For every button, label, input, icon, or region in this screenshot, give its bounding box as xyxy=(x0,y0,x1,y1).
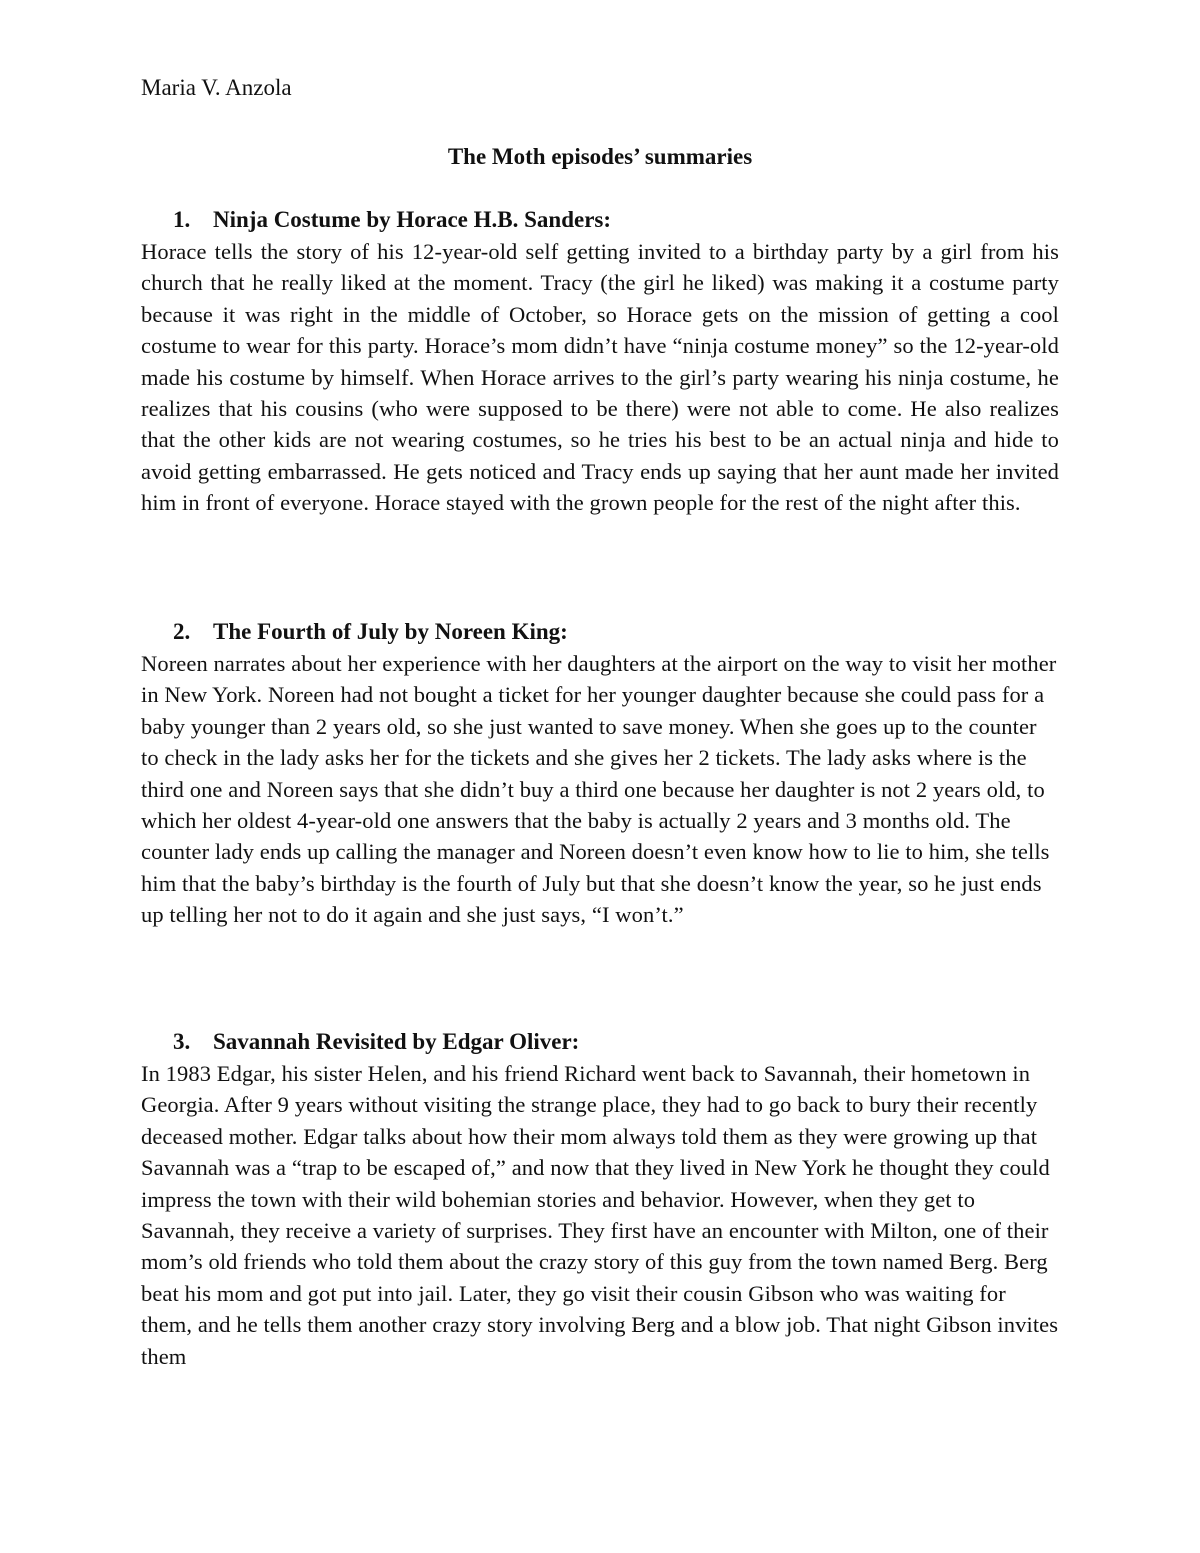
section-body: In 1983 Edgar, his sister Helen, and his friend Richard went back to Savannah, their hometown in Georgia. After 9 years without visiting the strange place, they had to go back to bury their recently deceased mother. Edgar talks about how their mom always told them as they were growing up that Savannah was a “trap to be escaped of,” and now that they lived in New York he thought they could impress the town with their wild bohemian stories and behavior. However, when they get to Savannah, they receive a variety of surprises. They first have an encounter with Milton, one of their mom’s old friends who told them about the crazy story of this guy from the town named Berg. Berg beat his mom and got put into jail. Later, they go visit their cousin Gibson who was waiting for them, and he tells them another crazy story involving Berg and a blow job. That night Gibson invites them xyxy=(141,1061,1059,1369)
page-title: The Moth episodes’ summaries xyxy=(447,144,753,169)
section-body: Horace tells the story of his 12-year-old self getting invited to a birthday party by a girl from his church that he really liked at the moment. Tracy (the girl he liked) was making it a costume party because it was right in the middle of October, so Horace gets on the mission of getting a cool costume to wear for this party. Horace’s mom didn’t have “ninja costume money” so the 12-year-old made his costume by himself. When Horace arrives to the girl’s party wearing his ninja costume, he realizes that his cousins (who were supposed to be there) were not able to come. He also realizes that the other kids are not wearing costumes, so he tries his best to be an actual ninja and hide to avoid getting embarrassed. He gets noticed and Tracy ends up saying that her aunt made her invited him in front of everyone. Horace stayed with the grown people for the rest of the night after this. xyxy=(141,239,1059,516)
section-body: Noreen narrates about her experience with her daughters at the airport on the way to visit her mother in New York. Noreen had not bought a ticket for her younger daughter because she could pass for a baby younger than 2 years old, so she just wanted to save money. When she goes up to the counter to check in the lady asks her for the tickets and she gives her 2 tickets. The lady asks where is the third one and Noreen says that she didn’t buy a third one because her daughter is not 2 years old, to which her oldest 4-year-old one answers that the baby is actually 2 years and 3 months old. The counter lady ends up calling the manager and Noreen doesn’t even know how to lie to him, she tells him that the baby’s birthday is the fourth of July but that she doesn’t know the year, so he just ends up telling her not to do it again and she just says, “I won’t.” xyxy=(141,651,1057,928)
section-fourth-of-july xyxy=(141,616,1059,931)
section-heading xyxy=(141,616,1059,648)
section-heading xyxy=(141,1026,1059,1058)
section-number: 3. xyxy=(173,1029,191,1054)
section-title: The Fourth of July by Noreen King: xyxy=(213,619,568,644)
section-title: Savannah Revisited by Edgar Oliver: xyxy=(213,1029,580,1054)
section-number: 1. xyxy=(173,207,191,232)
section-savannah-revisited xyxy=(141,1026,1059,1372)
section-heading xyxy=(141,204,1059,236)
author-name: Maria V. Anzola xyxy=(141,75,292,100)
section-number: 2. xyxy=(173,619,191,644)
section-title: Ninja Costume by Horace H.B. Sanders: xyxy=(213,207,612,232)
section-ninja-costume xyxy=(141,204,1059,519)
